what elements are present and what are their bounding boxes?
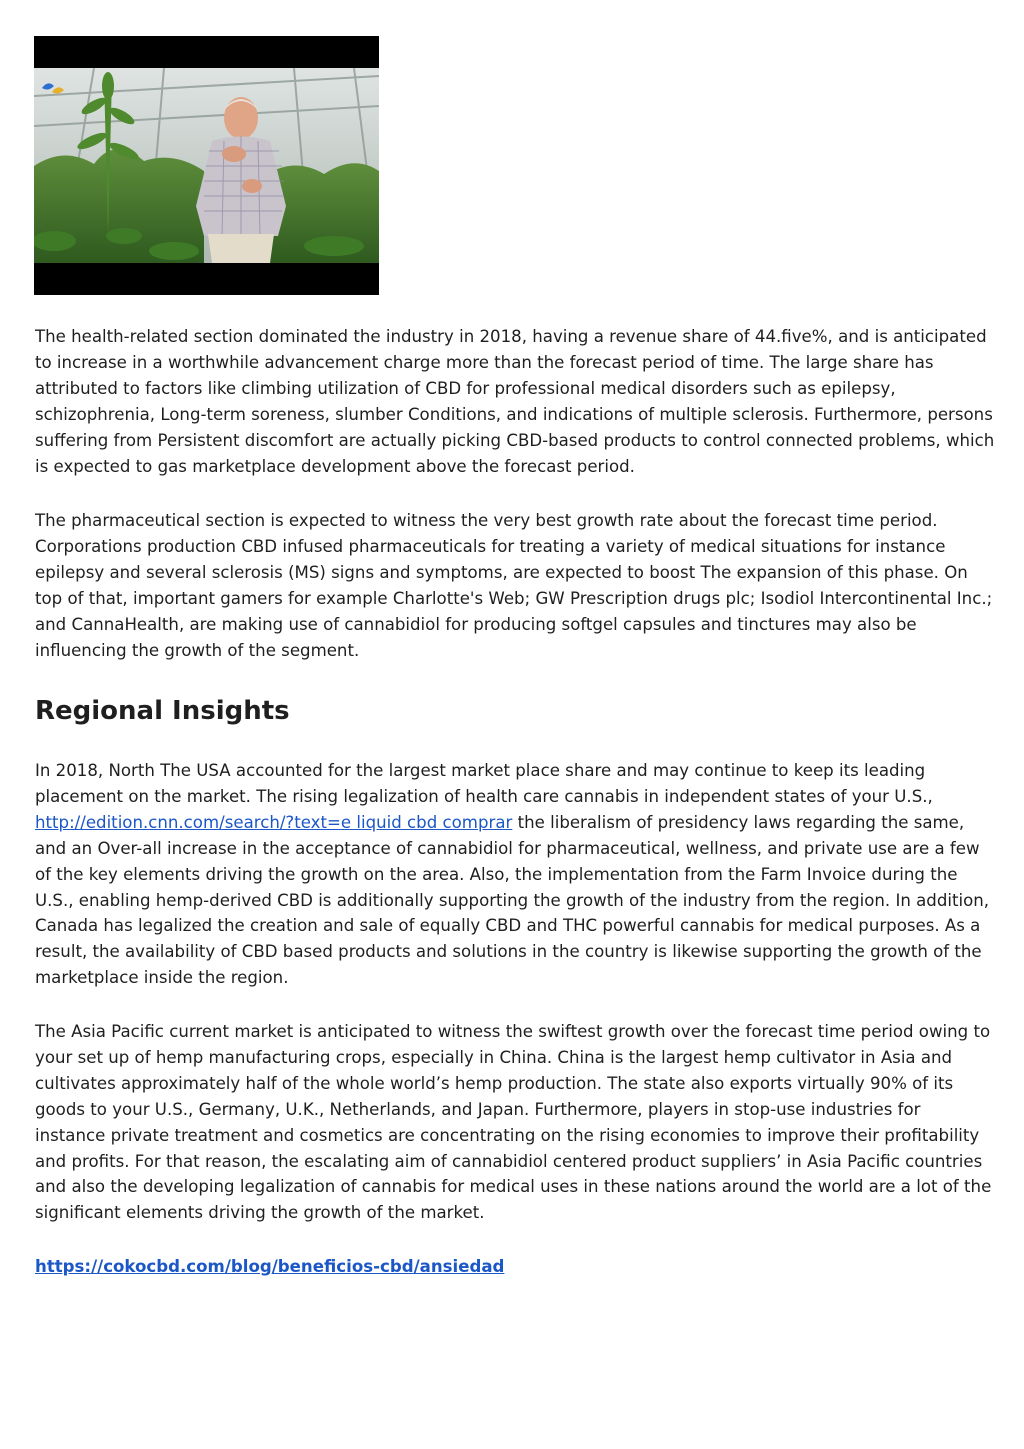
paragraph-pharmaceutical-section: The pharmaceutical section is expected to witness the very best growth rate about the forecast time period. Corporations production CBD infused pharmaceuticals for treating a variety of medical situations for instance epilepsy and several sclerosis (MS) signs and symptoms, are expected to boost The expansion of this phase. On top of that, important gamers for example Charlotte's Web; GW Prescription drugs plc; Isodiol Intercontinental Inc.; and CannaHealth, are making use of cannabidiol for producing softgel capsules and tinctures may also be influencing the growth of the segment. [35, 511, 993, 660]
video-thumbnail-icon [34, 36, 379, 295]
paragraph-health-section: The health-related section dominated the industry in 2018, having a revenue share of 44.five%, and is anticipated to increase in a worthwhile advancement charge more than the forecast period of time. The large share has attributed to factors like climbing utilization of CBD for professional medical disorders such as epilepsy, schizophrenia, Long-term soreness, slumber Conditions, and indications of multiple sclerosis. Furthermore, persons suffering from Persistent discomfort are actually picking CBD-based products to control connected problems, which is expected to gas marketplace development above the forecast period. [35, 327, 995, 476]
paragraph-text-before-link: In 2018, North The USA accounted for the largest market place share and may continue to keep its leading placement on the market. The rising legalization of health care cannabis in independent states of your U.S., [35, 761, 933, 806]
paragraph-north-america [35, 758, 995, 991]
section-heading-regional-insights: Regional Insights [35, 696, 290, 726]
paragraph-text-after-link: the liberalism of presidency laws regarding the same, and an Over-all increase in the acceptance of cannabidiol for pharmaceutical, wellness, and private use are a few of the key elements driving the growth on the area. Also, the implementation from the Farm Invoice during the U.S., enabling hemp-derived CBD is additionally supporting the growth of the industry from the region. In addition, Canada has legalized the creation and sale of equally CBD and THC powerful cannabis for medical purposes. As a result, the availability of CBD based products and solutions in the country is likewise supporting the growth of the marketplace inside the region. [35, 812, 990, 988]
cnn-search-link[interactable]: http://edition.cnn.com/search/?text=e liquid cbd comprar [35, 812, 513, 832]
cokocbd-link[interactable]: https://cokocbd.com/blog/beneficios-cbd/ansiedad [35, 1257, 505, 1276]
video-thumbnail[interactable] [34, 36, 379, 295]
paragraph-asia-pacific: The Asia Pacific current market is anticipated to witness the swiftest growth over the forecast time period owing to your set up of hemp manufacturing crops, especially in China. China is the largest hemp cultivator in Asia and cultivates approximately half of the whole world’s hemp production. The state also exports virtually 90% of its goods to your U.S., Germany, U.K., Netherlands, and Japan. Furthermore, players in stop-use industries for instance private treatment and cosmetics are concentrating on the rising economies to improve their profitability and profits. For that reason, the escalating aim of cannabidiol centered product suppliers’ in Asia Pacific countries and also the developing legalization of cannabis for medical uses in these nations around the world are a lot of the significant elements driving the growth of the market. [35, 1022, 992, 1223]
